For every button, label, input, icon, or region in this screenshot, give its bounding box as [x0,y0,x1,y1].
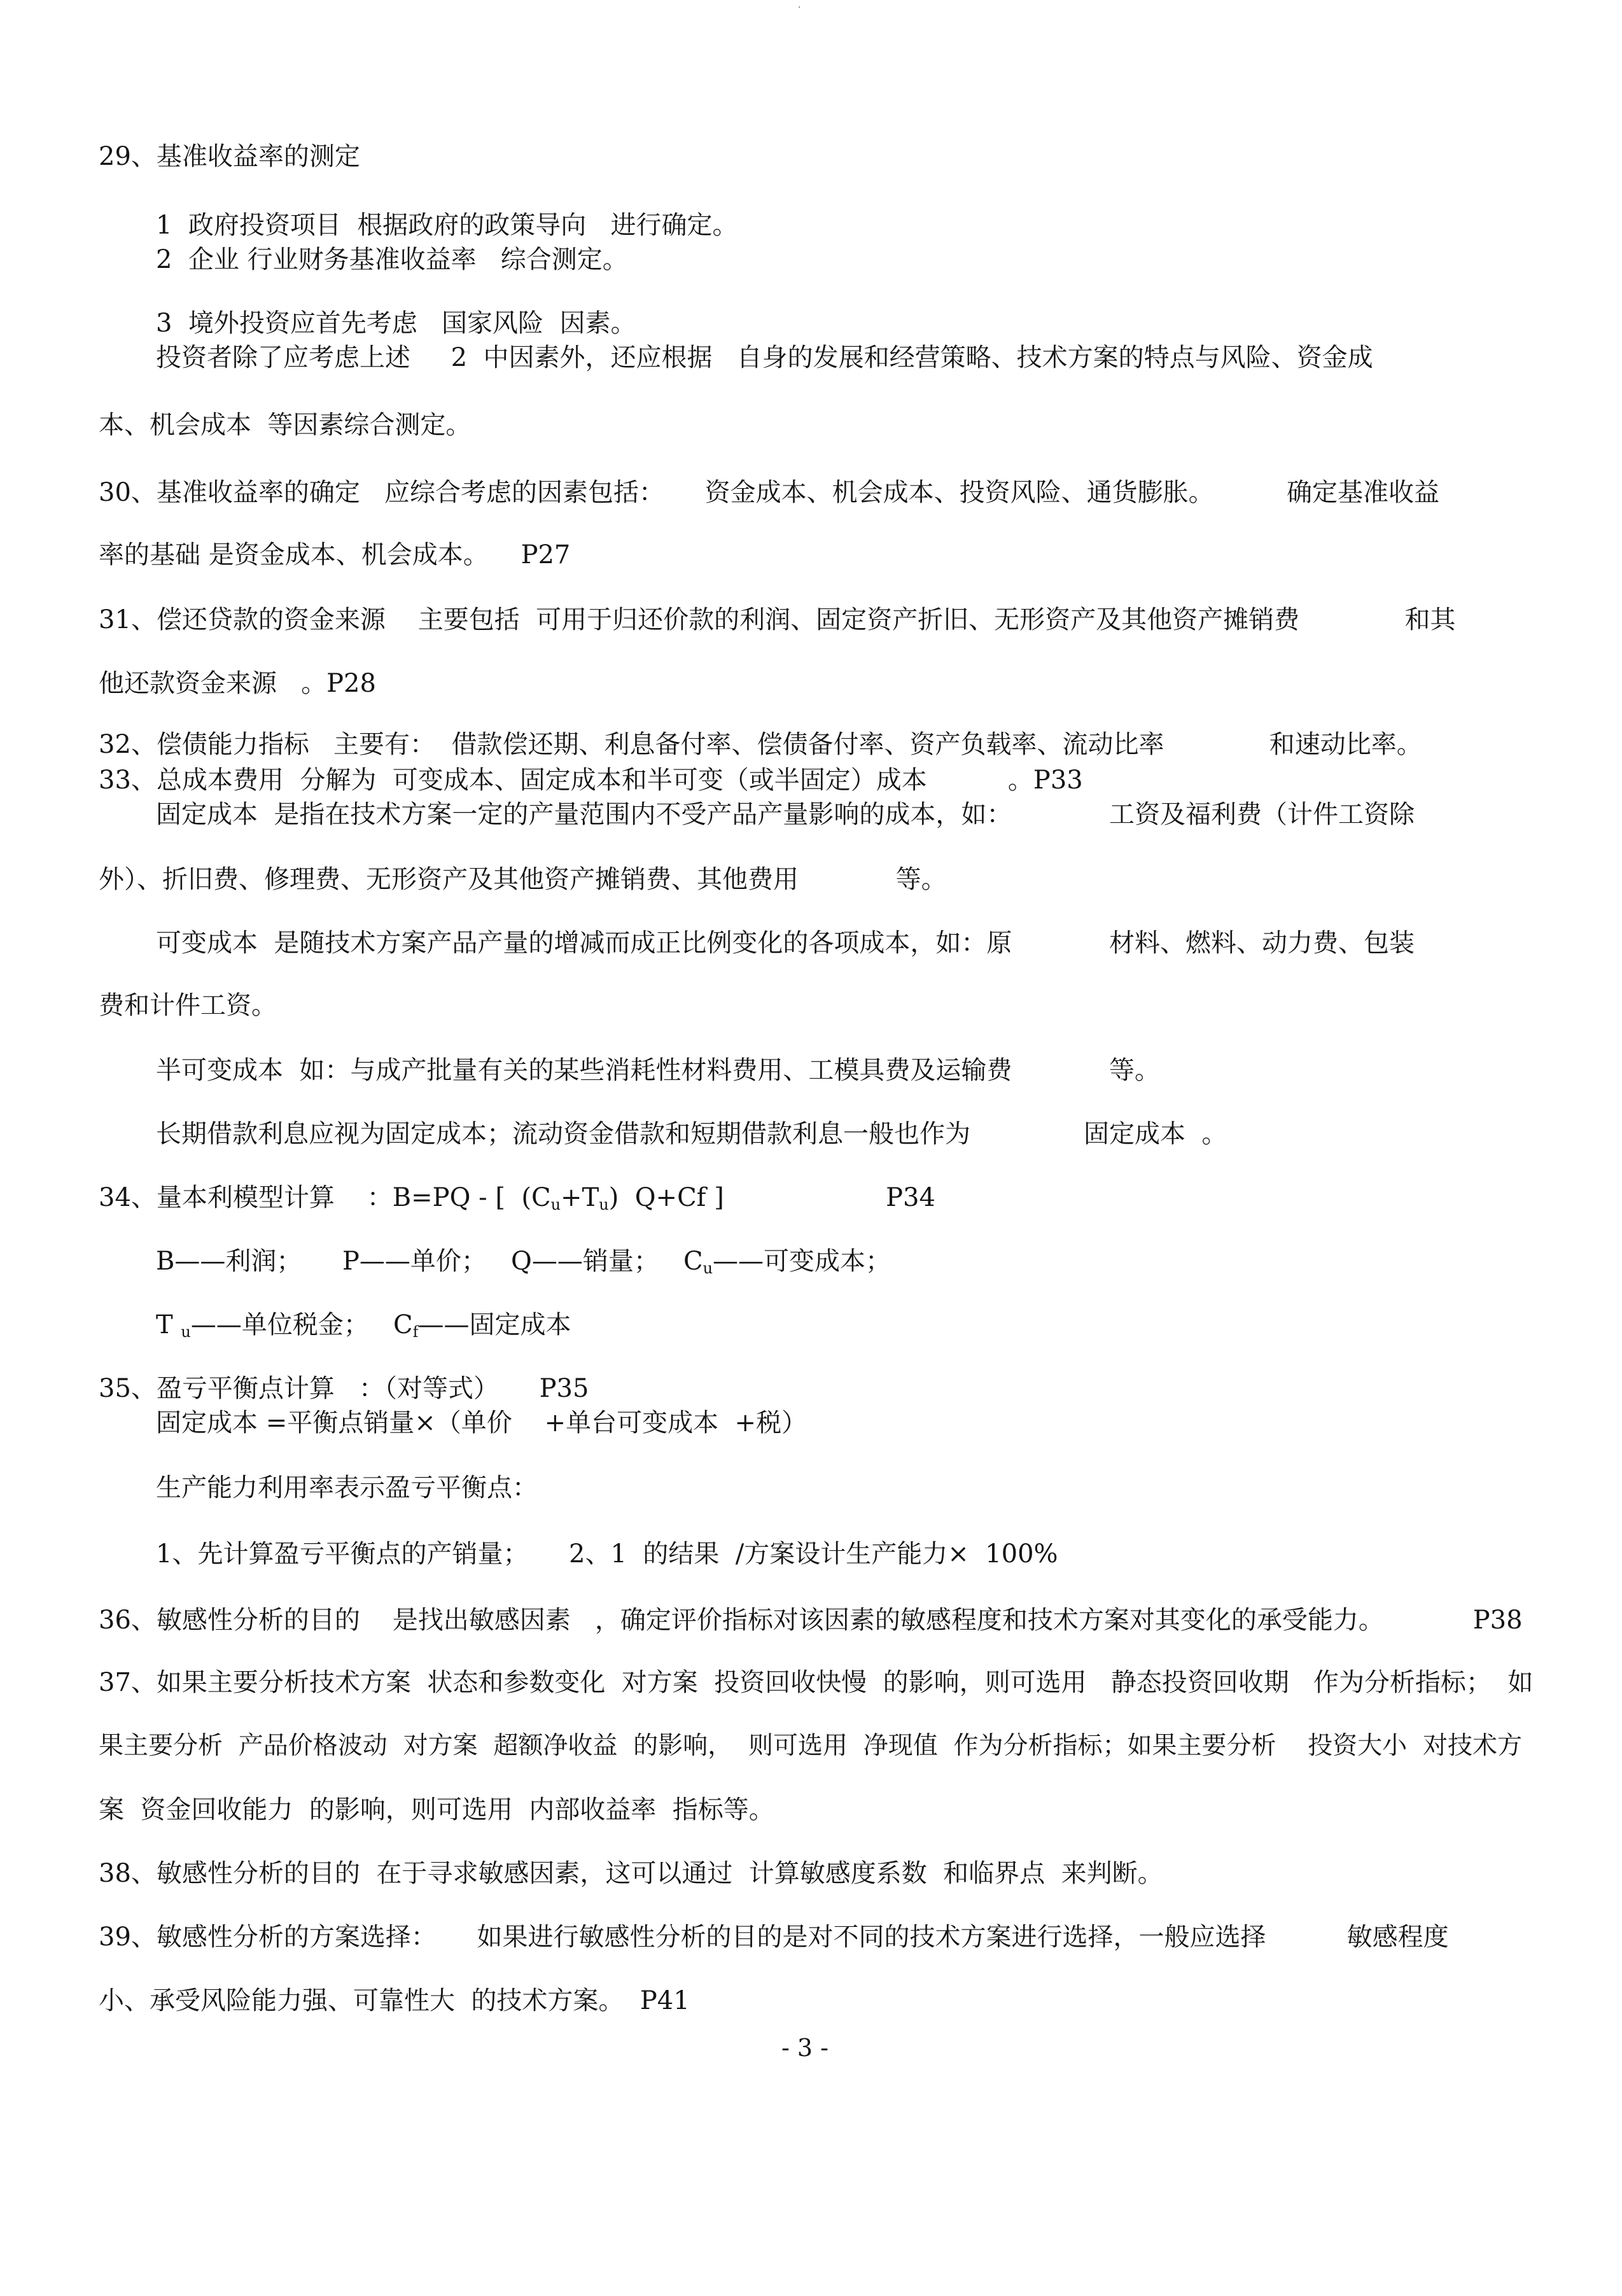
section-34-legend-2 [156,1310,571,1340]
formula-part-2: +T [561,1183,599,1212]
legend-part-1: B——利润； P——单价； Q——销量； C [156,1247,703,1276]
subscript-u: u [703,1259,713,1277]
section-35-line-1: 固定成本 =平衡点销量×（单价 +单台可变成本 +税） [156,1408,808,1438]
legend-part-2: ——可变成本； [713,1247,891,1276]
section-38-line: 38、敏感性分析的目的 在于寻求敏感因素，这可以通过 计算敏感度系数 和临界点 来判断。 [99,1859,1163,1888]
line-29-5: 本、机会成本 等因素综合测定。 [99,410,472,440]
section-36-line: 36、敏感性分析的目的 是找出敏感因素 ，确定评价指标对该因素的敏感程度和技术方案对其变化的承受能力。 P38 [99,1606,1523,1635]
subscript-u: u [599,1196,609,1214]
section-37-line-3: 案 资金回收能力 的影响，则可选用 内部收益率 指标等。 [99,1795,774,1824]
legend-part-4: ——单位税金； C [190,1310,413,1340]
section-39-line-2: 小、承受风险能力强、可靠性大 的技术方案。 P41 [99,1986,690,2015]
section-31-line-2: 他还款资金来源 。P28 [99,669,376,698]
section-35-heading: 35、盈亏平衡点计算 ：（对等式） P35 [99,1374,589,1403]
subscript-f: f [412,1323,419,1341]
section-33-line-3: 外）、折旧费、修理费、无形资产及其他资产摊销费、其他费用 等。 [99,865,947,894]
subscript-u: u [550,1196,561,1214]
line-29-4: 投资者除了应考虑上述 2 中因素外，还应根据 自身的发展和经营策略、技术方案的特点与风险、资金成 [156,343,1373,372]
subscript-u: u [181,1323,191,1341]
section-34-legend-1 [156,1246,891,1277]
legend-part-5: ——固定成本 [418,1310,571,1340]
section-35-line-3: 1、先计算盈亏平衡点的产销量； 2、1 的结果 /方案设计生产能力× 100% [156,1539,1058,1569]
line-29-2: 2 企业 行业财务基准收益率 综合测定。 [156,245,628,274]
line-29-3: 3 境外投资应首先考虑 国家风险 因素。 [156,309,636,338]
formula-part-3: ) Q+Cf ] P34 [608,1183,935,1212]
section-37-line-1: 37、如果主要分析技术方案 状态和参数变化 对方案 投资回收快慢 的影响，则可选用 静态投资回收期 作为分析指标； 如 [99,1668,1534,1697]
page-number: - 3 - [781,2034,829,2062]
section-37-line-2: 果主要分析 产品价格波动 对方案 超额净收益 的影响， 则可选用 净现值 作为分析指标；如果主要分析 投资大小 对技术方 [99,1732,1522,1760]
section-30-line-1: 30、基准收益率的确定 应综合考虑的因素包括： 资金成本、机会成本、投资风险、通货膨胀。 确定基准收益 [99,478,1440,507]
formula-part-1: 34、量本利模型计算 ：B=PQ - [ (C [99,1183,551,1212]
section-33-line-5: 费和计件工资。 [99,991,277,1020]
section-39-line-1: 39、敏感性分析的方案选择： 如果进行敏感性分析的目的是对不同的技术方案进行选择，一般应选择 敏感程度 [99,1922,1449,1952]
section-33-line-4: 可变成本 是随技术方案产品产量的增减而成正比例变化的各项成本，如：原 材料、燃料、动力费、包装 [156,928,1415,958]
section-31-line-1: 31、偿还贷款的资金来源 主要包括 可用于归还价款的利润、固定资产折旧、无形资产及其他资产摊销费 和其 [99,605,1456,634]
section-33-line-1: 33、总成本费用 分解为 可变成本、固定成本和半可变（或半固定）成本 。P33 [99,766,1083,795]
legend-part-3: T [156,1310,181,1340]
top-mark: · [798,3,801,13]
section-30-line-2: 率的基础 是资金成本、机会成本。 P27 [99,540,571,570]
section-34-formula [99,1182,935,1213]
section-32-line: 32、偿债能力指标 主要有： 借款偿还期、利息备付率、偿债备付率、资产负载率、流动比率 和速动比率。 [99,730,1422,759]
section-33-line-7: 长期借款利息应视为固定成本；流动资金借款和短期借款利息一般也作为 固定成本 。 [156,1119,1227,1149]
line-29-1: 1 政府投资项目 根据政府的政策导向 进行确定。 [156,211,738,240]
section-33-line-2: 固定成本 是指在技术方案一定的产量范围内不受产品产量影响的成本，如： 工资及福利费（计件工资除 [156,800,1415,829]
section-35-line-2: 生产能力利用率表示盈亏平衡点： [156,1473,538,1502]
section-33-line-6: 半可变成本 如：与成产批量有关的某些消耗性材料费用、工模具费及运输费 等。 [156,1056,1161,1085]
section-29-heading: 29、基准收益率的测定 [99,142,360,171]
